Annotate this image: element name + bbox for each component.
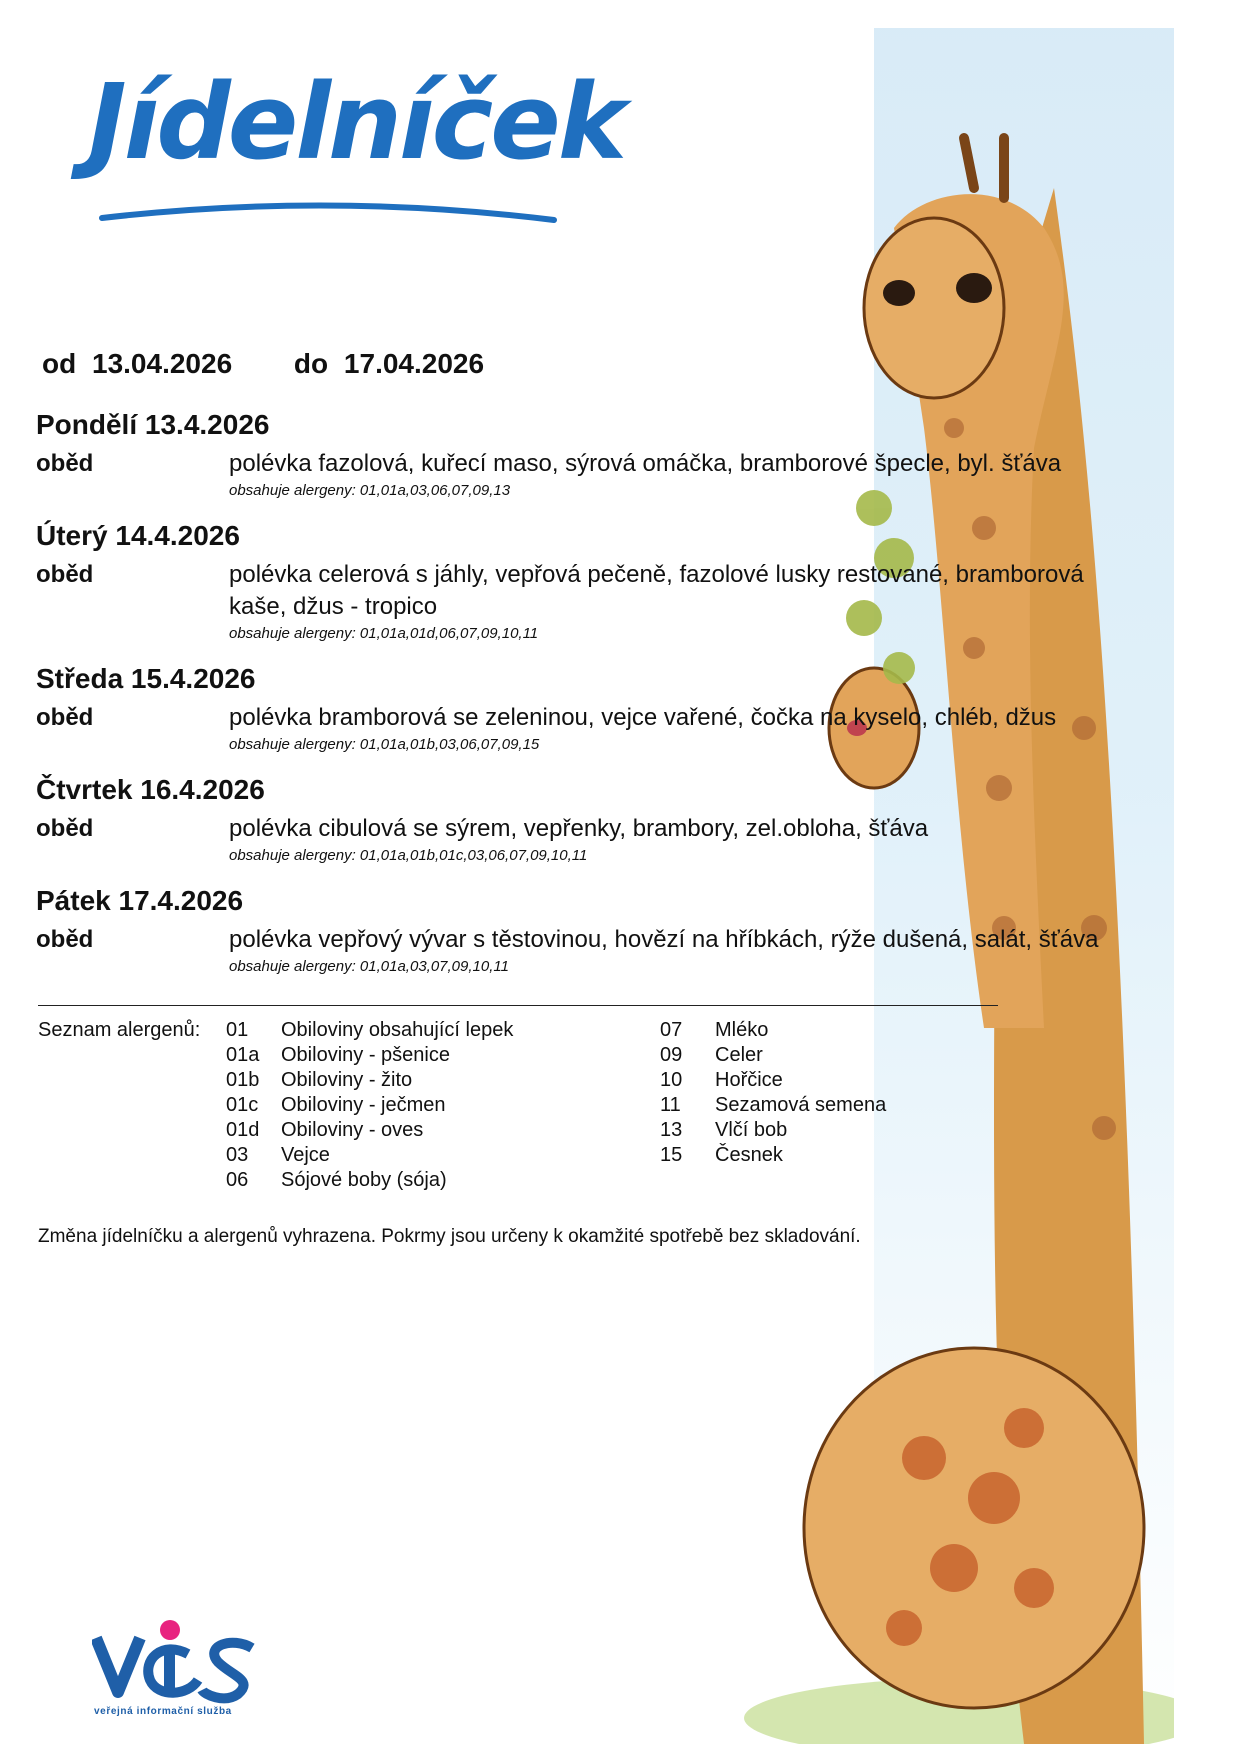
allergen-code: 07 [660,1019,683,1041]
meal-label: oběd [36,704,94,731]
disclaimer-note: Změna jídelníčku a alergenů vyhrazena. Pokrmy jsou určeny k okamžité spotřebě bez skladování. [38,1226,861,1247]
meal-row [36,702,1146,755]
meal-label: oběd [36,926,94,953]
allergen-name: Hořčice [715,1069,783,1091]
meal-text: polévka fazolová, kuřecí maso, sýrová omáčka, bramborové špecle, byl. šťáva [229,450,1062,477]
day-wednesday [36,660,1146,755]
day-title: Pondělí 13.4.2026 [36,409,270,440]
allergen-column-1 [226,1018,513,1193]
allergen-item [226,1068,513,1093]
title-underline [98,198,558,228]
allergen-legend-heading: Seznam alergenů: [38,1019,201,1041]
allergen-name: Mléko [715,1019,769,1041]
allergen-item [660,1143,886,1168]
weekly-menu [36,406,1146,993]
day-tuesday [36,517,1146,644]
date-range [42,348,492,380]
day-title: Čtvrtek 16.4.2026 [36,774,265,805]
to-label: do [293,348,329,379]
meal-label: oběd [36,561,94,588]
meal-label: oběd [36,815,94,842]
day-friday [36,882,1146,977]
allergen-code: 10 [660,1069,683,1091]
to-date: 17.04.2026 [343,348,485,379]
allergen-item [660,1093,886,1118]
from-label: od [42,348,77,379]
meal-text: polévka bramborová se zeleninou, vejce vařené, čočka na kyselo, chléb, džus [229,704,1057,731]
allergen-name: Obiloviny - ječmen [281,1094,446,1116]
allergen-item [226,1168,513,1193]
allergen-item [226,1093,513,1118]
allergen-code: 01c [226,1094,259,1116]
allergen-name: Obiloviny - pšenice [281,1044,450,1066]
allergen-name: Obiloviny obsahující lepek [281,1019,514,1041]
meal-allergens: obsahuje alergeny: 01,01a,01d,06,07,09,10,11 [229,625,539,642]
vis-logo [92,1610,262,1705]
meal-text: polévka cibulová se sýrem, vepřenky, brambory, zel.obloha, šťáva [229,815,929,842]
meal-allergens: obsahuje alergeny: 01,01a,03,06,07,09,13 [229,482,511,499]
meal-row [36,813,1146,866]
allergen-item [226,1043,513,1068]
allergen-item [660,1118,886,1143]
allergen-code: 06 [226,1169,249,1191]
allergen-name: Celer [715,1044,763,1066]
allergen-code: 01d [226,1119,260,1141]
allergen-code: 03 [226,1144,249,1166]
meal-row [36,448,1146,501]
allergen-code: 01 [226,1019,249,1041]
allergen-item [660,1043,886,1068]
allergen-item [226,1118,513,1143]
allergen-code: 09 [660,1044,683,1066]
allergen-name: Sezamová semena [715,1094,887,1116]
divider-line [38,1005,998,1006]
day-title: Středa 15.4.2026 [36,663,256,694]
allergen-item [660,1068,886,1093]
meal-allergens: obsahuje alergeny: 01,01a,01b,01c,03,06,07,09,10,11 [229,847,588,864]
meal-row [36,559,1146,644]
meal-text: polévka vepřový vývar s těstovinou, hovězí na hříbkách, rýže dušená, salát, šťáva [229,926,1099,953]
allergen-name: Vlčí bob [715,1119,788,1141]
day-title: Úterý 14.4.2026 [36,520,240,551]
day-monday [36,406,1146,501]
allergen-item [226,1143,513,1168]
allergen-item [660,1018,886,1043]
allergen-code: 13 [660,1119,683,1141]
allergen-name: Obiloviny - oves [281,1119,424,1141]
meal-allergens: obsahuje alergeny: 01,01a,01b,03,06,07,09,15 [229,736,540,753]
allergen-name: Česnek [715,1144,783,1166]
allergen-code: 15 [660,1144,683,1166]
allergen-code: 11 [660,1094,681,1116]
meal-label: oběd [36,450,94,477]
page-title: Jídelníček [88,61,625,183]
logo-subtitle: veřejná informační služba [94,1706,232,1717]
meal-text: polévka celerová s jáhly, vepřová pečeně, fazolové lusky restované, bramborová kaše, džus - tropico [229,561,1084,620]
allergen-item [226,1018,513,1043]
allergen-name: Vejce [281,1144,330,1166]
allergen-name: Sójové boby (sója) [281,1169,447,1191]
allergen-name: Obiloviny - žito [281,1069,413,1091]
day-thursday [36,771,1146,866]
from-date: 13.04.2026 [92,348,233,379]
allergen-code: 01a [226,1044,260,1066]
meal-row [36,924,1146,977]
meal-allergens: obsahuje alergeny: 01,01a,03,07,09,10,11 [229,958,509,975]
day-title: Pátek 17.4.2026 [36,885,244,916]
allergen-column-2 [660,1018,886,1168]
allergen-code: 01b [226,1069,260,1091]
